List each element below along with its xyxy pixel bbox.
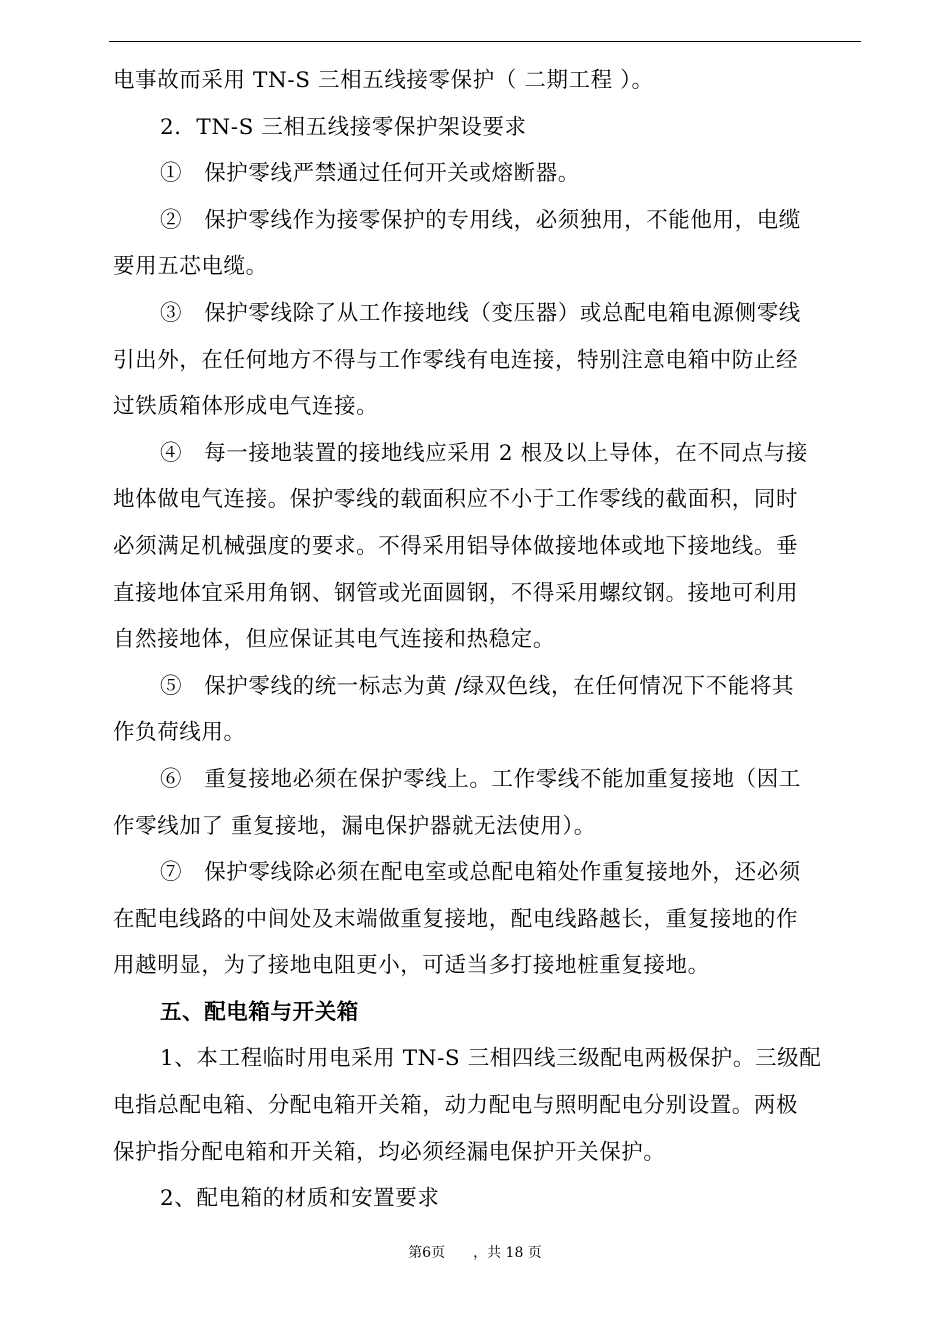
text-line: 自然接地体，但应保证其电气连接和热稳定。 xyxy=(113,627,556,653)
header-rule xyxy=(109,41,861,42)
text-line: 在配电线路的中间处及末端做重复接地，配电线路越长，重复接地的作 xyxy=(113,906,799,932)
subsection-heading: 2、配电箱的材质和安置要求 xyxy=(160,1186,440,1212)
page-body xyxy=(113,58,861,1223)
text-line: 必须满足机械强度的要求。不得采用铝导体做接地体或地下接地线。垂 xyxy=(113,533,799,559)
text-line: 电事故而采用 TN-S 三相五线接零保护（ 二期工程 ）。 xyxy=(113,68,654,93)
text-line: 要用五芯电缆。 xyxy=(113,254,268,280)
list-item-3: ③ 保护零线除了从工作接地线（变压器）或总配电箱电源侧零线 xyxy=(160,300,801,326)
chapter-heading: 五、配电箱与开关箱 xyxy=(160,999,359,1025)
text-line: 电指总配电箱、分配电箱开关箱，动力配电与照明配电分别设置。两极 xyxy=(113,1093,799,1119)
list-item-5: ⑤ 保护零线的统一标志为黄 /绿双色线，在任何情况下不能将其 xyxy=(160,673,795,699)
text-line: 作零线加了 重复接地，漏电保护器就无法使用）。 xyxy=(113,813,596,839)
list-item-6: ⑥ 重复接地必须在保护零线上。工作零线不能加重复接地（因工 xyxy=(160,766,801,792)
text-line: 用越明显，为了接地电阻更小，可适当多打接地桩重复接地。 xyxy=(113,953,710,979)
list-item-7: ⑦ 保护零线除必须在配电室或总配电箱处作重复接地外，还必须 xyxy=(160,860,801,886)
list-item-1: ① 保护零线严禁通过任何开关或熔断器。 xyxy=(160,161,580,187)
list-item-4: ④ 每一接地装置的接地线应采用 2 根及以上导体，在不同点与接 xyxy=(160,440,808,466)
text-line: 过铁质箱体形成电气连接。 xyxy=(113,394,379,420)
list-item-2: ② 保护零线作为接零保护的专用线，必须独用，不能他用，电缆 xyxy=(160,207,801,233)
text-line: 地体做电气连接。保护零线的载面积应不小于工作零线的截面积，同时 xyxy=(113,487,799,513)
page-footer: 第6页 ，共 18 页 xyxy=(408,1245,542,1261)
section-heading: 2．TN-S 三相五线接零保护架设要求 xyxy=(160,114,527,140)
text-line: 直接地体宜采用角钢、钢管或光面圆钢，不得采用螺纹钢。接地可利用 xyxy=(113,580,799,606)
text-line: 引出外，在任何地方不得与工作零线有电连接，特别注意电箱中防止经 xyxy=(113,347,799,373)
text-line: 作负荷线用。 xyxy=(113,720,246,746)
paragraph-start: 1、本工程临时用电采用 TN-S 三相四线三级配电两极保护。三级配 xyxy=(160,1046,822,1072)
text-line: 保护指分配电箱和开关箱，均必须经漏电保护开关保护。 xyxy=(113,1139,666,1165)
